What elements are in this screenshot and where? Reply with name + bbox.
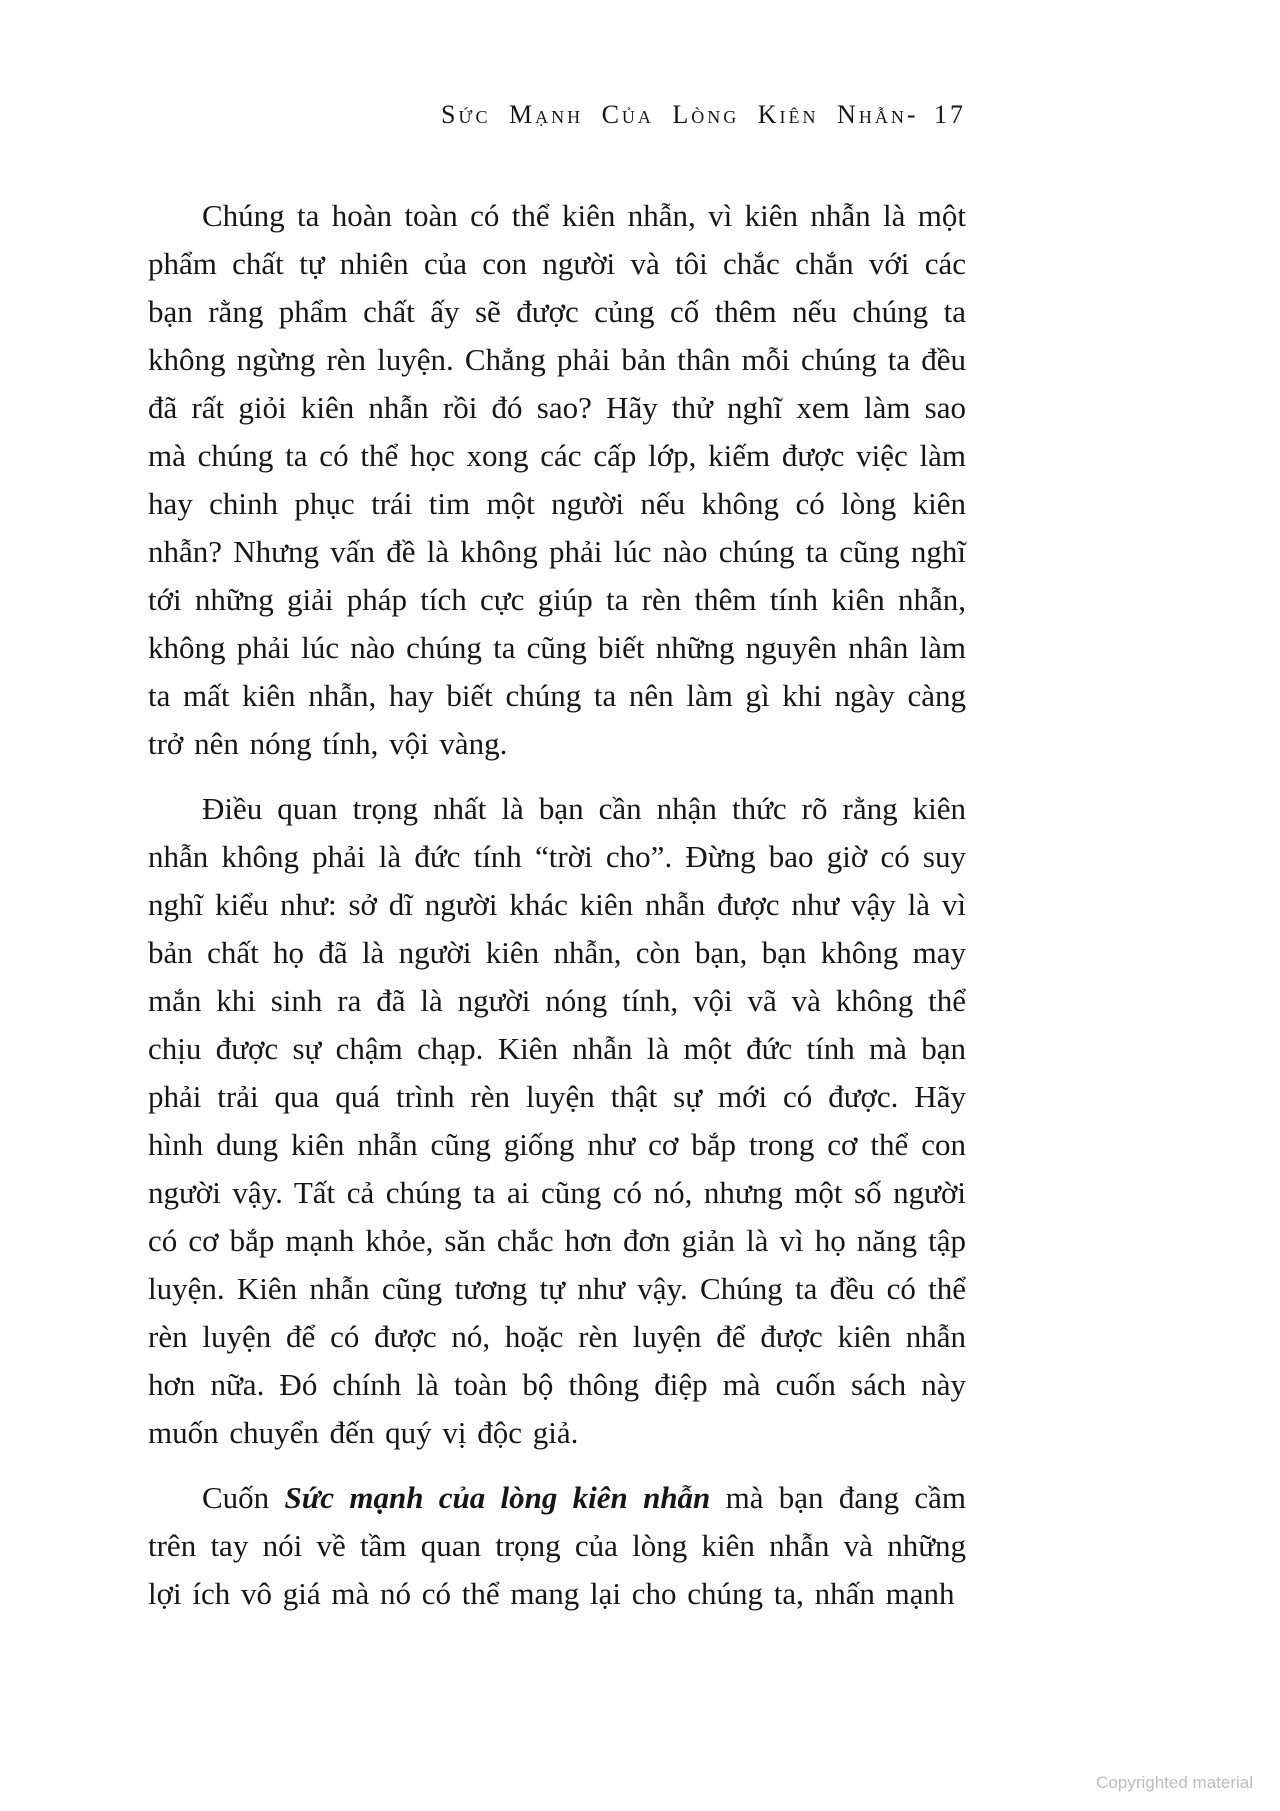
paragraph-3-suffix: mà bạn đang cầm trên tay nói về tầm quan trọng của lòng kiên nhẫn và những lợi ích vô giá mà nó có thể mang lại cho chúng ta, nhấn mạnh (148, 1480, 967, 1611)
book-title: Sức mạnh của lòng kiên nhẫn (284, 1480, 711, 1515)
paragraph-1: Chúng ta hoàn toàn có thể kiên nhẫn, vì kiên nhẫn là một phẩm chất tự nhiên của con người và tôi chắc chắn với các bạn rằng phẩm chất ấy sẽ được củng cố thêm nếu chúng ta không ngừng rèn luyện. Chẳng phải bản thân mỗi chúng ta đều đã rất giỏi kiên nhẫn rồi đó sao? Hãy thử nghĩ xem làm sao mà chúng ta có thể học xong các cấp lớp, kiếm được việc làm hay chinh phục trái tim một người nếu không có lòng kiên nhẫn? Nhưng vấn đề là không phải lúc nào chúng ta cũng nghĩ tới những giải pháp tích cực giúp ta rèn thêm tính kiên nhẫn, không phải lúc nào chúng ta cũng biết những nguyên nhân làm ta mất kiên nhẫn, hay biết chúng ta nên làm gì khi ngày càng trở nên nóng tính, vội vàng. (148, 198, 966, 761)
copyright-watermark: Copyrighted material (1096, 1773, 1253, 1792)
body-text (148, 192, 966, 1618)
running-title: Sức Mạnh Của Lòng Kiên Nhẫn (441, 100, 907, 129)
paragraph-3-prefix: Cuốn (202, 1480, 285, 1515)
paragraph-2: Điều quan trọng nhất là bạn cần nhận thức rõ rằng kiên nhẫn không phải là đức tính “trời cho”. Đừng bao giờ có suy nghĩ kiểu như: sở dĩ người khác kiên nhẫn được như vậy là vì bản chất họ đã là người kiên nhẫn, còn bạn, bạn không may mắn khi sinh ra đã là người nóng tính, vội vã và không thể chịu được sự chậm chạp. Kiên nhẫn là một đức tính mà bạn phải trải qua quá trình rèn luyện thật sự mới có được. Hãy hình dung kiên nhẫn cũng giống như cơ bắp trong cơ thể con người vậy. Tất cả chúng ta ai cũng có nó, nhưng một số người có cơ bắp mạnh khỏe, săn chắc hơn đơn giản là vì họ năng tập luyện. Kiên nhẫn cũng tương tự như vậy. Chúng ta đều có thể rèn luyện để có được nó, hoặc rèn luyện để được kiên nhẫn hơn nữa. Đó chính là toàn bộ thông điệp mà cuốn sách này muốn chuyển đến quý vị độc giả. (148, 791, 966, 1450)
paragraph-3 (148, 1474, 966, 1618)
header-separator: - (906, 100, 916, 129)
page-number: 17 (934, 100, 966, 129)
running-header (148, 100, 966, 130)
